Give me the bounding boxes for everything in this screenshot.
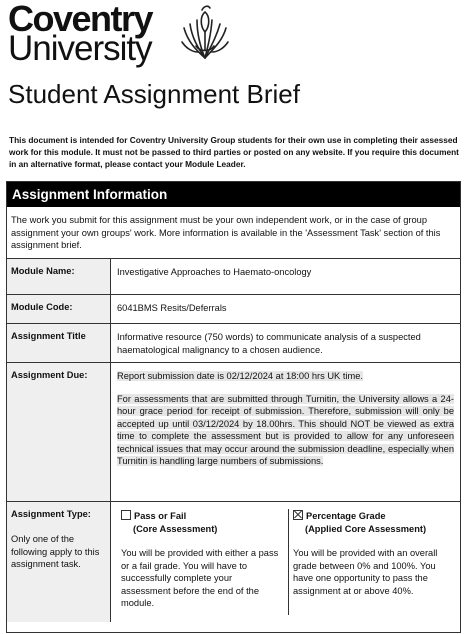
module-name-label: Module Name: bbox=[7, 259, 111, 294]
option-percentage-grade: Percentage Grade (Applied Core Assessment) You will be provided with an overall grade between 0% and 100%. You have one opportunity to pass the assignment at or above 40%. bbox=[288, 509, 460, 615]
phoenix-icon bbox=[176, 2, 234, 64]
logo-word-coventry: Coventry bbox=[8, 0, 153, 39]
row-assignment-due bbox=[7, 363, 460, 502]
due-date-line: Report submission date is 02/12/2024 at 18:00 hrs UK time. bbox=[117, 371, 363, 381]
module-name-value: Investigative Approaches to Haemato-oncology bbox=[117, 267, 312, 277]
section-heading: Assignment Information bbox=[7, 182, 460, 207]
page-title: Student Assignment Brief bbox=[8, 79, 300, 109]
assignment-due-label: Assignment Due: bbox=[7, 363, 111, 501]
assignment-type-title: Assignment Type: bbox=[11, 509, 91, 519]
usage-notice: This document is intended for Coventry University Group students for their own use in completing their assessed work for this module. It must not be passed to third parties or posted on any website. If you require this document in an alternative format, please contact your Module Leader. bbox=[9, 135, 459, 169]
grace-period-text: For assessments that are submitted through Turnitin, the University allows a 24-hour grace period for receipt of submission. Therefore, submission will only be accepted up until 03/12/2024 by 18.00hrs. This should NOT be viewed as extra time to complete the assessment but is provided to allow for any unforeseen technical issues that may occur around the submission deadline, especially when Turnitin is handling large numbers of submissions. bbox=[117, 393, 454, 466]
percentage-grade-checkbox[interactable] bbox=[293, 510, 303, 520]
module-code-label: Module Code: bbox=[7, 295, 111, 323]
row-module-name bbox=[7, 259, 460, 295]
option-pass-fail: Pass or Fail (Core Assessment) You will be provided with either a pass or a fail grade. You will have to successfully complete your assessment before the end of the module. bbox=[117, 509, 288, 615]
assignment-info-box bbox=[6, 181, 461, 633]
module-code-value: 6041BMS Resits/Deferrals bbox=[117, 303, 227, 313]
row-module-code bbox=[7, 295, 460, 324]
assignment-type-options bbox=[117, 502, 460, 615]
assignment-type-label bbox=[7, 502, 111, 622]
percentage-grade-description: You will be provided with an overall grade between 0% and 100%. You have one opportunity to pass the assignment at or above 40%. bbox=[293, 548, 438, 596]
section-intro: The work you submit for this assignment must be your own independent work, or in the case of group assignment your own groups' work. More information is available in the 'Assessment Task' section of this assignment brief. bbox=[7, 207, 460, 259]
assignment-title-label: Assignment Title bbox=[7, 324, 111, 362]
assignment-due-value bbox=[117, 363, 460, 474]
logo-word-university: University bbox=[8, 29, 152, 68]
assignment-title-value: Informative resource (750 words) to communicate analysis of a suspected haematological malignancy to a chosen audience. bbox=[117, 332, 421, 355]
pass-fail-description: You will be provided with either a pass or a fail grade. You will have to successfully complete your assessment before the end of the module. bbox=[121, 548, 279, 608]
assignment-type-note: Only one of the following apply to this assignment task. bbox=[11, 534, 100, 569]
row-assignment-title bbox=[7, 324, 460, 363]
row-assignment-type bbox=[7, 502, 460, 622]
pass-fail-checkbox[interactable] bbox=[121, 510, 131, 520]
university-logo bbox=[8, 2, 248, 72]
